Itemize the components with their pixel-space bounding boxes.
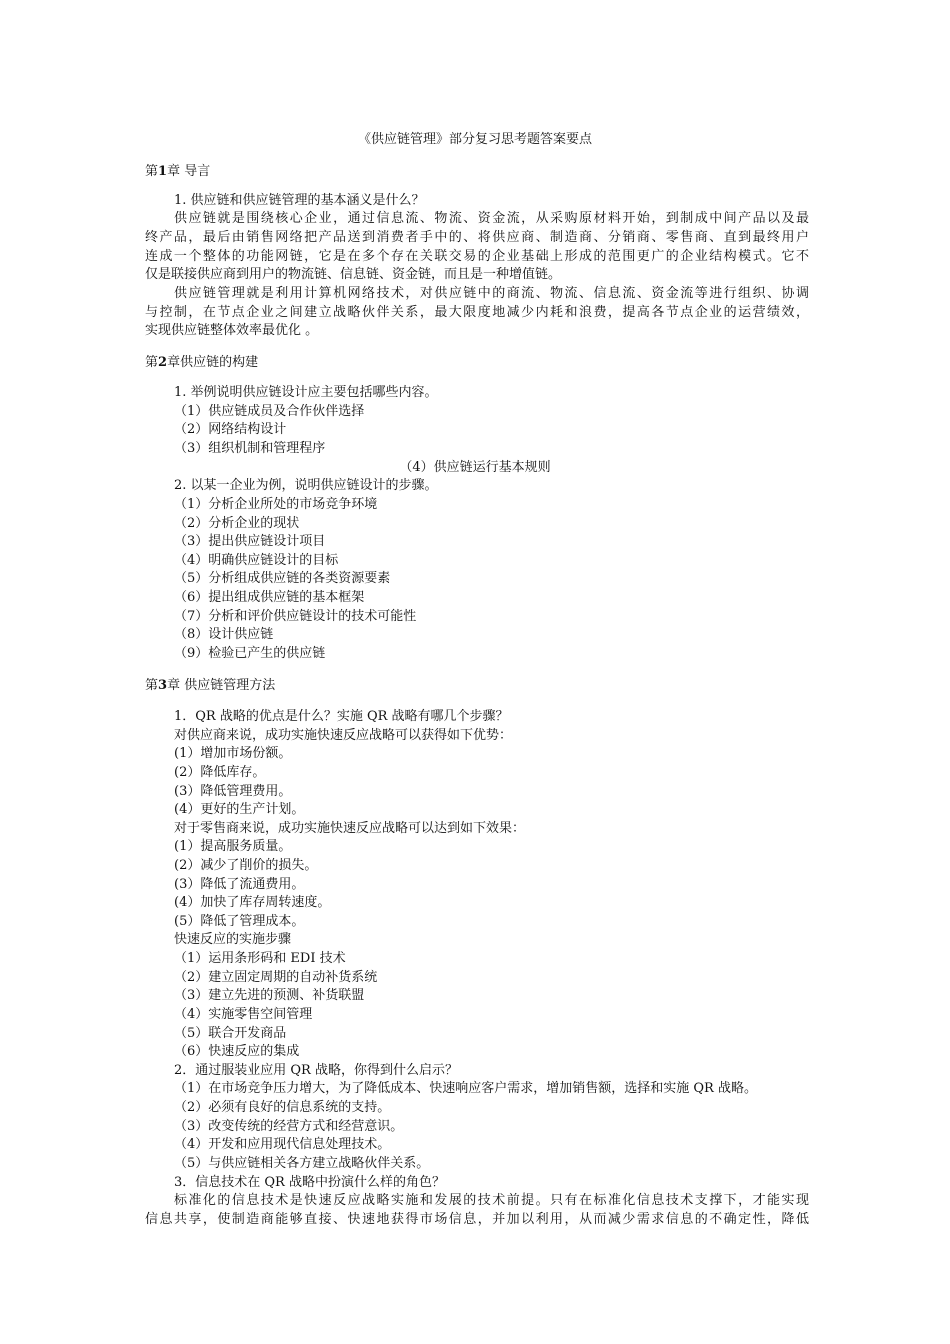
chapter-title: 章供应链的构建 xyxy=(167,355,259,370)
ch3-line: (1）提高服务质量。 xyxy=(174,839,292,854)
ch1-paragraph-2-line: 实现供应链整体效率最优化 。 xyxy=(145,323,319,338)
ch3-line: 对供应商来说，成功实施快速反应战略可以获得如下优势： xyxy=(174,728,513,743)
ch2-q2-item: （8）设计供应链 xyxy=(174,627,274,642)
ch3-line: （1）运用条形码和 EDI 技术 xyxy=(174,951,346,966)
ch2-q2-item: （1）分析企业所处的市场竞争环境 xyxy=(174,497,378,512)
ch2-q1-item: （3）组织机制和管理程序 xyxy=(174,441,326,456)
ch2-q2-item: （3）提出供应链设计项目 xyxy=(174,534,326,549)
chapter-number: 2 xyxy=(158,355,168,370)
ch3-line: (4）加快了库存周转速度。 xyxy=(174,895,331,910)
ch1-paragraph-1-line: 供应链就是围绕核心企业，通过信息流、物流、资金流，从采购原材料开始，到制成中间产品以及最 xyxy=(174,211,809,226)
ch2-q1-item: （1）供应链成员及合作伙伴选择 xyxy=(174,404,365,419)
ch3-line: （3）改变传统的经营方式和经营意识。 xyxy=(174,1119,404,1134)
ch2-q2-item: （2）分析企业的现状 xyxy=(174,516,300,531)
ch1-paragraph-2-line: 与控制，在节点企业之间建立战略伙伴关系，最大限度地减少内耗和浪费，提高各节点企业的运营绩效， xyxy=(145,305,809,320)
chapter-prefix: 第 xyxy=(145,355,159,370)
ch2-q2-item: （7）分析和评价供应链设计的技术可能性 xyxy=(174,609,417,624)
ch3-line: (5）降低了管理成本。 xyxy=(174,914,305,929)
ch3-paragraph-line: 标准化的信息技术是快速反应战略实施和发展的技术前提。只有在标准化信息技术支撑下，才能实现 xyxy=(174,1193,809,1208)
chapter-3-heading xyxy=(145,677,275,695)
ch2-question-2: 2. 以某一企业为例，说明供应链设计的步骤。 xyxy=(174,478,438,493)
ch3-line: （4）实施零售空间管理 xyxy=(174,1007,313,1022)
chapter-number: 1 xyxy=(158,164,168,179)
ch3-line: 3．信息技术在 QR 战略中扮演什么样的角色？ xyxy=(174,1175,445,1190)
ch2-q2-item: （4）明确供应链设计的目标 xyxy=(174,553,339,568)
ch3-line: 对于零售商来说，成功实施快速反应战略可以达到如下效果： xyxy=(174,821,526,836)
ch3-line: （4）开发和应用现代信息处理技术。 xyxy=(174,1137,391,1152)
ch1-paragraph-1-line: 仅是联接供应商到用户的物流链、信息链、资金链，而且是一种增值链。 xyxy=(145,267,562,282)
chapter-prefix: 第 xyxy=(145,678,159,693)
ch3-line: （1）在市场竞争压力增大，为了降低成本、快速响应客户需求，增加销售额，选择和实施 QR 战略。 xyxy=(174,1081,757,1096)
chapter-title: 章 供应链管理方法 xyxy=(167,678,276,693)
chapter-number: 3 xyxy=(158,678,168,693)
ch3-line: (2）减少了削价的损失。 xyxy=(174,858,318,873)
chapter-title: 章 导言 xyxy=(167,164,211,179)
ch3-line: 2．通过服装业应用 QR 战略，你得到什么启示？ xyxy=(174,1063,458,1078)
ch3-line: （5）与供应链相关各方建立战略伙伴关系。 xyxy=(174,1156,430,1171)
ch3-line: (1）增加市场份额。 xyxy=(174,746,292,761)
ch3-line: (2）降低库存。 xyxy=(174,765,266,780)
ch3-line: (3）降低了流通费用。 xyxy=(174,877,305,892)
document-title: 《供应链管理》部分复习思考题答案要点 xyxy=(357,132,592,147)
ch3-line: (4）更好的生产计划。 xyxy=(174,802,305,817)
ch2-q1-item: （2）网络结构设计 xyxy=(174,422,287,437)
ch1-paragraph-2-line: 供应链管理就是利用计算机网络技术，对供应链中的商流、物流、信息流、资金流等进行组织、协调 xyxy=(174,286,809,301)
ch2-q2-item: （6）提出组成供应链的基本框架 xyxy=(174,590,365,605)
ch3-line: （6）快速反应的集成 xyxy=(174,1044,300,1059)
ch3-line: （2）建立固定周期的自动补货系统 xyxy=(174,970,378,985)
chapter-1-heading xyxy=(145,163,210,181)
ch3-line: （2）必须有良好的信息系统的支持。 xyxy=(174,1100,391,1115)
ch3-line: 1．QR 战略的优点是什么？实施 QR 战略有哪几个步骤？ xyxy=(174,709,509,724)
ch1-question-1: 1. 供应链和供应链管理的基本涵义是什么？ xyxy=(174,193,425,208)
ch3-paragraph-line: 信息共享，使制造商能够直接、快速地获得市场信息，并加以利用，从而减少需求信息的不确定性，降低 xyxy=(145,1212,809,1227)
ch2-q2-item: （5）分析组成供应链的各类资源要素 xyxy=(174,571,391,586)
ch3-line: (3）降低管理费用。 xyxy=(174,784,292,799)
ch2-q1-item-centered: （4）供应链运行基本规则 xyxy=(399,460,551,475)
ch2-question-1: 1. 举例说明供应链设计应主要包括哪些内容。 xyxy=(174,385,438,400)
ch3-line: （3）建立先进的预测、补货联盟 xyxy=(174,988,365,1003)
chapter-2-heading xyxy=(145,354,258,372)
ch1-paragraph-1-line: 连成一个整体的功能网链，它是在多个存在关联交易的企业基础上形成的范围更广的企业结构模式。它不 xyxy=(145,249,809,264)
ch1-paragraph-1-line: 终产品，最后由销售网络把产品送到消费者手中的、将供应商、制造商、分销商、零售商、直到最终用户 xyxy=(145,230,809,245)
ch2-q2-item: （9）检验已产生的供应链 xyxy=(174,646,326,661)
ch3-line: 快速反应的实施步骤 xyxy=(174,932,292,947)
ch3-line: （5）联合开发商品 xyxy=(174,1026,287,1041)
chapter-prefix: 第 xyxy=(145,164,159,179)
